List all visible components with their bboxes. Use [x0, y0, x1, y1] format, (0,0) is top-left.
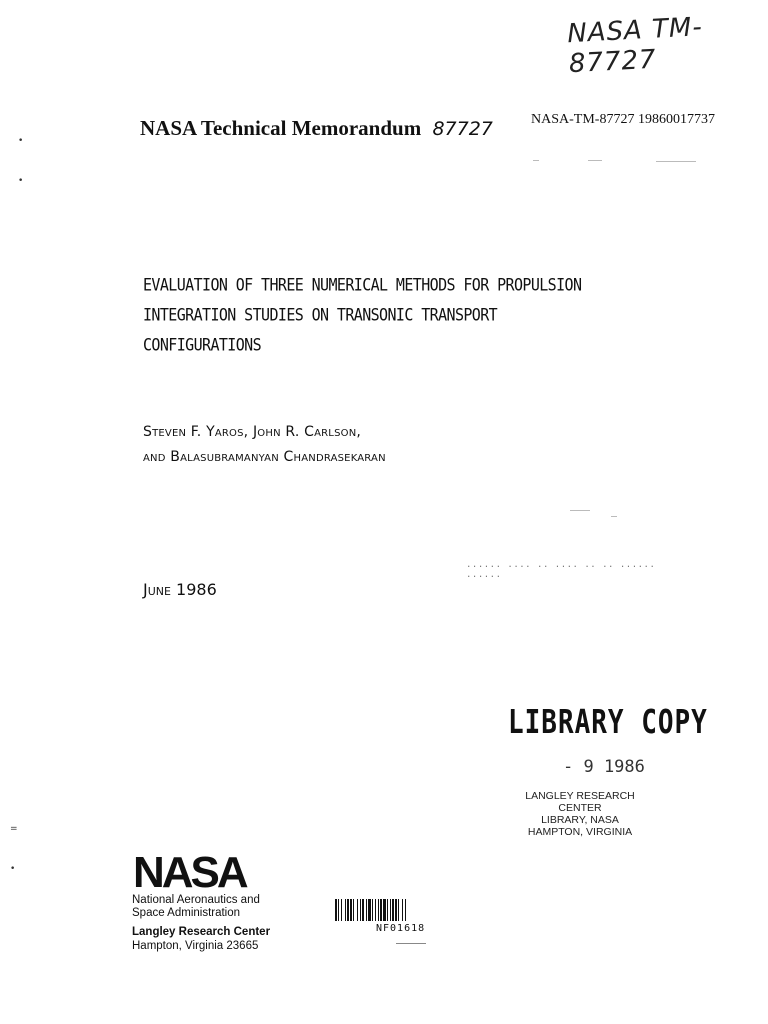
handwritten-report-id: NASA TM-87727 — [566, 12, 704, 80]
barcode-underline — [396, 943, 426, 944]
faint-mark — [611, 516, 617, 517]
library-copy-stamp: LIBRARY COPY — [508, 704, 708, 742]
stamp-address-line: LANGLEY RESEARCH CENTER — [525, 790, 635, 814]
faint-mark — [570, 510, 590, 511]
faint-stamp-text: ...... .... .. .... .. .. ...... ...... — [466, 560, 656, 580]
margin-mark: • — [18, 176, 24, 186]
barcode — [335, 899, 469, 921]
author-line: and Balasubramanyan Chandrasekaran — [143, 449, 386, 465]
faint-mark — [656, 161, 696, 162]
stamp-date: - 9 1986 — [563, 757, 645, 777]
memo-number: 87727 — [432, 118, 493, 140]
stamp-address-line: HAMPTON, VIRGINIA — [527, 826, 633, 838]
faint-mark — [533, 160, 539, 161]
report-title-line: INTEGRATION STUDIES ON TRANSONIC TRANSPORT — [143, 304, 498, 326]
center-address: Hampton, Virginia 23665 — [132, 940, 259, 952]
nasa-logo: NASA — [133, 848, 246, 897]
memo-title — [140, 116, 493, 141]
stamp-address-line: LIBRARY, NASA — [541, 814, 619, 826]
report-id: NASA-TM-87727 19860017737 — [531, 112, 715, 127]
barcode-bar — [406, 899, 408, 921]
report-date: June 1986 — [143, 580, 217, 599]
report-title-line: CONFIGURATIONS — [143, 334, 262, 356]
stamp-address — [505, 790, 655, 838]
margin-mark: • — [10, 864, 16, 874]
author-line: Steven F. Yaros, John R. Carlson, — [143, 424, 362, 440]
report-title — [143, 270, 581, 360]
report-title-line: EVALUATION OF THREE NUMERICAL METHODS FOR PROPULSION — [143, 274, 582, 296]
memo-title-text: NASA Technical Memorandum — [140, 116, 422, 140]
agency-line: National Aeronautics and — [132, 894, 260, 906]
barcode-text: NF01618 — [376, 923, 426, 934]
report-authors — [143, 420, 386, 470]
faint-mark — [588, 160, 602, 161]
agency-line: Space Administration — [132, 907, 241, 919]
margin-mark: = — [10, 824, 18, 834]
agency-name — [132, 894, 260, 920]
margin-mark: • — [18, 136, 24, 146]
center-name: Langley Research Center — [132, 926, 271, 938]
